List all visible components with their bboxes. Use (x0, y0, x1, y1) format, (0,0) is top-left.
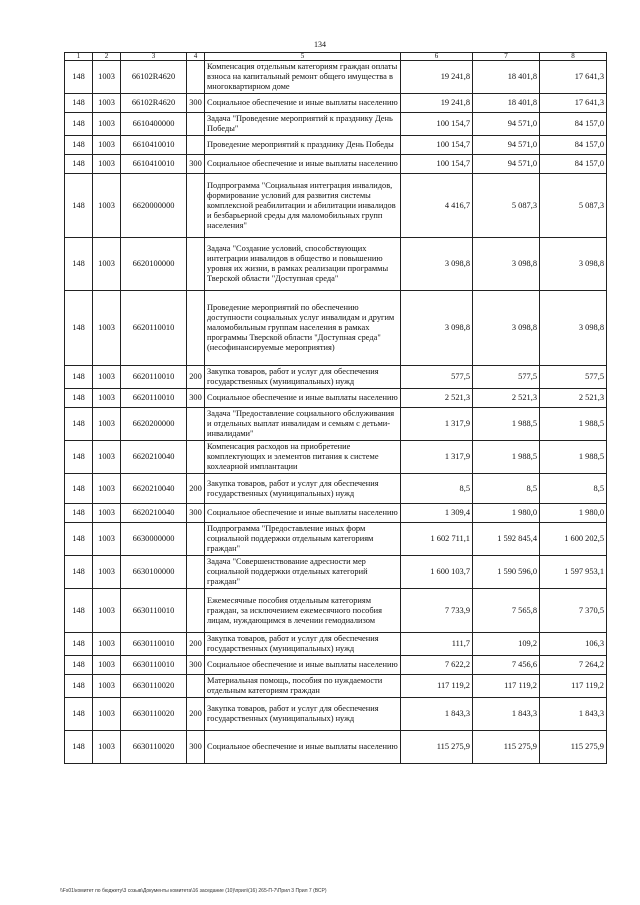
cell-expense-type: 200 (187, 633, 205, 656)
cell-expense-type (187, 61, 205, 94)
cell-amount-col7: 94 571,0 (473, 155, 540, 174)
cell-amount-col6: 100 154,7 (401, 113, 473, 136)
cell-section-code: 1003 (93, 633, 121, 656)
cell-amount-col6: 3 098,8 (401, 291, 473, 366)
cell-description: Социальное обеспечение и иные выплаты населению (205, 656, 401, 675)
cell-amount-col7: 1 988,5 (473, 441, 540, 474)
cell-amount-col7: 109,2 (473, 633, 540, 656)
cell-admin-code: 148 (65, 698, 93, 731)
cell-admin-code: 148 (65, 441, 93, 474)
cell-expense-type (187, 408, 205, 441)
cell-amount-col6: 3 098,8 (401, 238, 473, 291)
cell-admin-code: 148 (65, 589, 93, 633)
cell-description: Проведение мероприятий по обеспечению доступности социальных услуг инвалидам и другим маломобильным группам населения в рамках программы Тверской области "Доступная среда" (несофинансируемые мероприятия) (205, 291, 401, 366)
cell-target-code: 6630110020 (121, 675, 187, 698)
cell-amount-col8: 1 988,5 (540, 441, 607, 474)
column-header: 4 (187, 53, 205, 61)
cell-description: Закупка товаров, работ и услуг для обеспечения государственных (муниципальных) нужд (205, 366, 401, 389)
column-header: 8 (540, 53, 607, 61)
cell-target-code: 6630110010 (121, 633, 187, 656)
cell-description: Подпрограмма "Социальная интеграция инвалидов, формирование условий для развития системы комплексной реабилитации и абилитации инвалидов и безбарьерной среды для маломобильных групп населения" (205, 174, 401, 238)
table-row (65, 441, 607, 474)
column-header: 5 (205, 53, 401, 61)
cell-admin-code: 148 (65, 61, 93, 94)
cell-amount-col6: 8,5 (401, 474, 473, 504)
cell-expense-type: 200 (187, 366, 205, 389)
table-body (65, 53, 607, 764)
cell-amount-col7: 18 401,8 (473, 94, 540, 113)
cell-target-code: 6630110020 (121, 731, 187, 764)
cell-amount-col6: 1 317,9 (401, 408, 473, 441)
cell-description: Социальное обеспечение и иные выплаты населению (205, 389, 401, 408)
cell-amount-col6: 1 309,4 (401, 504, 473, 523)
cell-description: Задача "Предоставление социального обслуживания и отдельных выплат инвалидам и семьям с детьми-инвалидами" (205, 408, 401, 441)
cell-target-code: 66102R4620 (121, 94, 187, 113)
table-row (65, 174, 607, 238)
cell-amount-col7: 7 456,6 (473, 656, 540, 675)
cell-expense-type: 300 (187, 504, 205, 523)
cell-amount-col6: 100 154,7 (401, 136, 473, 155)
cell-admin-code: 148 (65, 389, 93, 408)
cell-target-code: 6620110010 (121, 366, 187, 389)
cell-amount-col7: 7 565,8 (473, 589, 540, 633)
cell-section-code: 1003 (93, 136, 121, 155)
cell-amount-col6: 115 275,9 (401, 731, 473, 764)
table-row (65, 633, 607, 656)
cell-admin-code: 148 (65, 408, 93, 441)
cell-description: Ежемесячные пособия отдельным категориям граждан, за исключением ежемесячного пособия лицам, нуждающимся в лечении гемодиализом (205, 589, 401, 633)
cell-amount-col8: 1 988,5 (540, 408, 607, 441)
cell-amount-col6: 1 602 711,1 (401, 523, 473, 556)
table-row (65, 474, 607, 504)
cell-amount-col7: 1 988,5 (473, 408, 540, 441)
cell-expense-type (187, 441, 205, 474)
cell-amount-col6: 19 241,8 (401, 61, 473, 94)
footer-file-path: \\Fs01\комитет по бюджету\3 созыв\Документы комитета\16 заседание (10)\прил\(16) 265-П-7\Прил 3 Прил 7 (ВСР) (60, 888, 327, 894)
table-row (65, 291, 607, 366)
cell-expense-type: 300 (187, 731, 205, 764)
cell-section-code: 1003 (93, 389, 121, 408)
cell-admin-code: 148 (65, 633, 93, 656)
table-row (65, 408, 607, 441)
page-number: 134 (314, 40, 326, 49)
cell-description: Проведение мероприятий к празднику День Победы (205, 136, 401, 155)
cell-amount-col6: 1 843,3 (401, 698, 473, 731)
cell-section-code: 1003 (93, 556, 121, 589)
cell-expense-type (187, 136, 205, 155)
table-row (65, 366, 607, 389)
cell-target-code: 6630110010 (121, 589, 187, 633)
cell-amount-col8: 17 641,3 (540, 61, 607, 94)
cell-section-code: 1003 (93, 94, 121, 113)
cell-amount-col8: 5 087,3 (540, 174, 607, 238)
cell-admin-code: 148 (65, 556, 93, 589)
table-row (65, 113, 607, 136)
cell-admin-code: 148 (65, 366, 93, 389)
cell-amount-col8: 1 980,0 (540, 504, 607, 523)
cell-amount-col6: 2 521,3 (401, 389, 473, 408)
cell-amount-col8: 7 370,5 (540, 589, 607, 633)
cell-amount-col7: 115 275,9 (473, 731, 540, 764)
cell-admin-code: 148 (65, 731, 93, 764)
cell-section-code: 1003 (93, 408, 121, 441)
cell-amount-col7: 1 843,3 (473, 698, 540, 731)
column-header: 7 (473, 53, 540, 61)
cell-section-code: 1003 (93, 523, 121, 556)
table-row (65, 698, 607, 731)
cell-amount-col8: 1 600 202,5 (540, 523, 607, 556)
cell-amount-col7: 577,5 (473, 366, 540, 389)
cell-target-code: 6620110010 (121, 389, 187, 408)
cell-description: Компенсация отдельным категориям граждан оплаты взноса на капитальный ремонт общего имущества в многоквартирном доме (205, 61, 401, 94)
table-row (65, 731, 607, 764)
table-row (65, 136, 607, 155)
cell-expense-type: 300 (187, 94, 205, 113)
cell-amount-col8: 84 157,0 (540, 155, 607, 174)
cell-expense-type (187, 238, 205, 291)
cell-section-code: 1003 (93, 113, 121, 136)
cell-admin-code: 148 (65, 238, 93, 291)
cell-amount-col8: 1 843,3 (540, 698, 607, 731)
cell-amount-col7: 5 087,3 (473, 174, 540, 238)
cell-amount-col7: 1 590 596,0 (473, 556, 540, 589)
cell-target-code: 6620210040 (121, 504, 187, 523)
cell-admin-code: 148 (65, 113, 93, 136)
cell-amount-col7: 18 401,8 (473, 61, 540, 94)
cell-section-code: 1003 (93, 174, 121, 238)
cell-target-code: 6620210040 (121, 474, 187, 504)
cell-admin-code: 148 (65, 675, 93, 698)
cell-expense-type (187, 174, 205, 238)
cell-amount-col8: 7 264,2 (540, 656, 607, 675)
cell-expense-type (187, 589, 205, 633)
cell-section-code: 1003 (93, 656, 121, 675)
cell-description: Задача "Совершенствование адресности мер социальной поддержки отдельных категорий граждан" (205, 556, 401, 589)
cell-amount-col6: 7 622,2 (401, 656, 473, 675)
cell-description: Задача "Проведение мероприятий к празднику День Победы" (205, 113, 401, 136)
cell-expense-type (187, 556, 205, 589)
table-row (65, 656, 607, 675)
cell-amount-col8: 17 641,3 (540, 94, 607, 113)
cell-amount-col6: 111,7 (401, 633, 473, 656)
cell-amount-col7: 3 098,8 (473, 291, 540, 366)
cell-amount-col8: 84 157,0 (540, 136, 607, 155)
table-row (65, 389, 607, 408)
cell-description: Материальная помощь, пособия по нуждаемости отдельным категориям граждан (205, 675, 401, 698)
column-header: 1 (65, 53, 93, 61)
cell-section-code: 1003 (93, 504, 121, 523)
cell-description: Социальное обеспечение и иные выплаты населению (205, 94, 401, 113)
cell-expense-type: 200 (187, 698, 205, 731)
cell-admin-code: 148 (65, 174, 93, 238)
cell-expense-type: 300 (187, 389, 205, 408)
cell-target-code: 6610400000 (121, 113, 187, 136)
cell-target-code: 6620000000 (121, 174, 187, 238)
cell-target-code: 6610410010 (121, 136, 187, 155)
cell-section-code: 1003 (93, 731, 121, 764)
cell-section-code: 1003 (93, 589, 121, 633)
cell-amount-col7: 8,5 (473, 474, 540, 504)
cell-amount-col8: 84 157,0 (540, 113, 607, 136)
cell-amount-col8: 2 521,3 (540, 389, 607, 408)
cell-expense-type (187, 291, 205, 366)
cell-expense-type: 300 (187, 155, 205, 174)
column-header: 2 (93, 53, 121, 61)
cell-amount-col8: 3 098,8 (540, 291, 607, 366)
cell-target-code: 66102R4620 (121, 61, 187, 94)
cell-description: Подпрограмма "Предоставление иных форм социальной поддержки отдельным категориям граждан" (205, 523, 401, 556)
cell-amount-col8: 3 098,8 (540, 238, 607, 291)
cell-admin-code: 148 (65, 656, 93, 675)
cell-target-code: 6620100000 (121, 238, 187, 291)
cell-expense-type (187, 523, 205, 556)
cell-amount-col6: 117 119,2 (401, 675, 473, 698)
cell-description: Закупка товаров, работ и услуг для обеспечения государственных (муниципальных) нужд (205, 633, 401, 656)
table-row (65, 61, 607, 94)
cell-target-code: 6630110020 (121, 698, 187, 731)
table-row (65, 675, 607, 698)
cell-section-code: 1003 (93, 698, 121, 731)
column-header: 6 (401, 53, 473, 61)
cell-description: Закупка товаров, работ и услуг для обеспечения государственных (муниципальных) нужд (205, 474, 401, 504)
cell-amount-col7: 3 098,8 (473, 238, 540, 291)
cell-target-code: 6620200000 (121, 408, 187, 441)
cell-description: Социальное обеспечение и иные выплаты населению (205, 155, 401, 174)
cell-description: Задача "Создание условий, способствующих интеграции инвалидов в общество и повышению уровня их жизни, в рамках реализации программы Тверской области "Доступная среда" (205, 238, 401, 291)
cell-amount-col7: 1 980,0 (473, 504, 540, 523)
cell-amount-col6: 7 733,9 (401, 589, 473, 633)
cell-amount-col7: 2 521,3 (473, 389, 540, 408)
cell-section-code: 1003 (93, 441, 121, 474)
cell-expense-type: 300 (187, 656, 205, 675)
cell-section-code: 1003 (93, 238, 121, 291)
cell-amount-col8: 117 119,2 (540, 675, 607, 698)
column-header-row (65, 53, 607, 61)
cell-target-code: 6610410010 (121, 155, 187, 174)
cell-amount-col8: 115 275,9 (540, 731, 607, 764)
table-row (65, 589, 607, 633)
cell-target-code: 6630110010 (121, 656, 187, 675)
cell-target-code: 6630000000 (121, 523, 187, 556)
cell-expense-type (187, 675, 205, 698)
cell-amount-col6: 4 416,7 (401, 174, 473, 238)
cell-admin-code: 148 (65, 523, 93, 556)
cell-section-code: 1003 (93, 675, 121, 698)
table-row (65, 155, 607, 174)
cell-expense-type: 200 (187, 474, 205, 504)
cell-description: Закупка товаров, работ и услуг для обеспечения государственных (муниципальных) нужд (205, 698, 401, 731)
cell-description: Социальное обеспечение и иные выплаты населению (205, 504, 401, 523)
cell-admin-code: 148 (65, 291, 93, 366)
cell-amount-col8: 8,5 (540, 474, 607, 504)
cell-admin-code: 148 (65, 474, 93, 504)
column-header: 3 (121, 53, 187, 61)
cell-amount-col6: 19 241,8 (401, 94, 473, 113)
budget-table (64, 52, 607, 764)
table-row (65, 94, 607, 113)
table-row (65, 238, 607, 291)
cell-expense-type (187, 113, 205, 136)
cell-target-code: 6630100000 (121, 556, 187, 589)
cell-description: Компенсация расходов на приобретение комплектующих и элементов питания к системе кохлеарной имплантации (205, 441, 401, 474)
cell-amount-col7: 1 592 845,4 (473, 523, 540, 556)
cell-description: Социальное обеспечение и иные выплаты населению (205, 731, 401, 764)
cell-amount-col8: 1 597 953,1 (540, 556, 607, 589)
cell-section-code: 1003 (93, 291, 121, 366)
cell-amount-col7: 94 571,0 (473, 136, 540, 155)
cell-section-code: 1003 (93, 61, 121, 94)
cell-section-code: 1003 (93, 474, 121, 504)
cell-amount-col7: 94 571,0 (473, 113, 540, 136)
table-row (65, 556, 607, 589)
cell-amount-col6: 100 154,7 (401, 155, 473, 174)
cell-admin-code: 148 (65, 504, 93, 523)
cell-amount-col6: 577,5 (401, 366, 473, 389)
cell-amount-col6: 1 600 103,7 (401, 556, 473, 589)
cell-target-code: 6620210040 (121, 441, 187, 474)
table-row (65, 504, 607, 523)
table-row (65, 523, 607, 556)
cell-section-code: 1003 (93, 155, 121, 174)
cell-admin-code: 148 (65, 155, 93, 174)
cell-section-code: 1003 (93, 366, 121, 389)
cell-amount-col8: 577,5 (540, 366, 607, 389)
cell-admin-code: 148 (65, 136, 93, 155)
cell-target-code: 6620110010 (121, 291, 187, 366)
cell-amount-col6: 1 317,9 (401, 441, 473, 474)
cell-admin-code: 148 (65, 94, 93, 113)
cell-amount-col7: 117 119,2 (473, 675, 540, 698)
cell-amount-col8: 106,3 (540, 633, 607, 656)
